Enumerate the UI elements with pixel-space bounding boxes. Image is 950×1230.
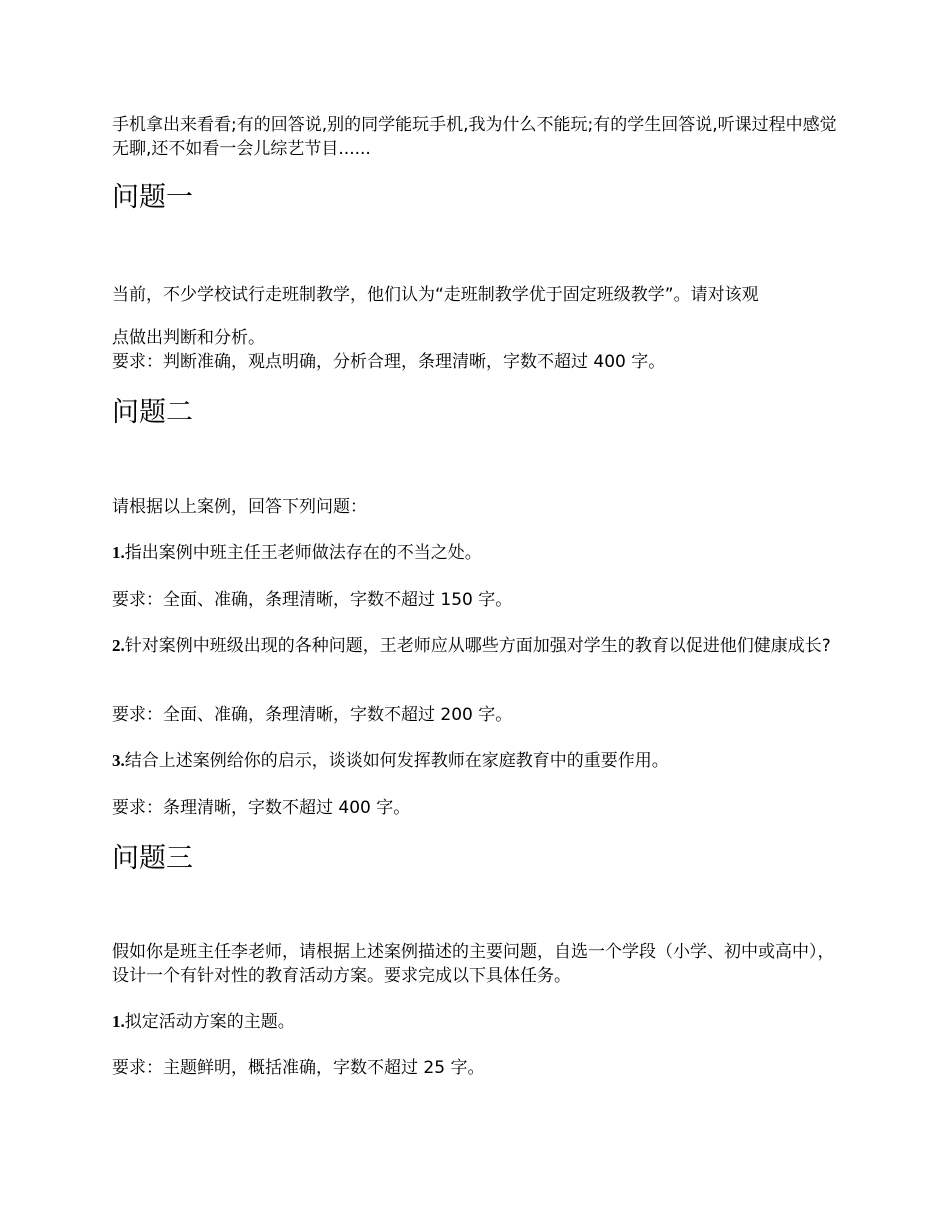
question-two-lead: 请根据以上案例，回答下列问题： bbox=[112, 497, 367, 517]
question-one-heading: 问题一 bbox=[112, 182, 193, 213]
question-one-prompt-line1: 当前，不少学校试行走班制教学，他们认为“走班制教学优于固定班级教学”。请对该观 bbox=[112, 285, 759, 305]
question-two-item-2-requirement: 要求：全面、准确，条理清晰，字数不超过 200 字。 bbox=[112, 705, 513, 725]
question-two-item-1 bbox=[112, 541, 840, 565]
question-three-item-1-requirement: 要求：主题鲜明，概括准确，字数不超过 25 字。 bbox=[112, 1058, 485, 1078]
question-two-item-1-requirement: 要求：全面、准确，条理清晰，字数不超过 150 字。 bbox=[112, 590, 513, 610]
item-number: 1. bbox=[112, 543, 125, 562]
intro-paragraph: 手机拿出来看看;有的回答说,别的同学能玩手机,我为什么不能玩;有的学生回答说,听课过程中感觉无聊,还不如看一会儿综艺节目...... bbox=[112, 115, 837, 159]
item-text: 针对案例中班级出现的各种问题，王老师应从哪些方面加强对学生的教育以促进他们健康成长? bbox=[124, 636, 831, 656]
question-one-requirement: 要求：判断准确，观点明确，分析合理，条理清晰，字数不超过 400 字。 bbox=[112, 352, 666, 372]
item-number: 2. bbox=[112, 636, 125, 655]
item-text: 拟定活动方案的主题。 bbox=[124, 1012, 295, 1032]
item-number: 1. bbox=[112, 1012, 125, 1031]
question-two-item-3-requirement: 要求：条理清晰，字数不超过 400 字。 bbox=[112, 798, 411, 818]
question-two-item-2 bbox=[112, 634, 840, 658]
item-number: 3. bbox=[112, 751, 125, 770]
question-two-item-3 bbox=[112, 749, 840, 773]
question-three-lead: 假如你是班主任李老师，请根据上述案例描述的主要问题，自选一个学段（小学、初中或高中），设计一个有针对性的教育活动方案。要求完成以下具体任务。 bbox=[112, 942, 835, 986]
item-text: 指出案例中班主任王老师做法存在的不当之处。 bbox=[124, 543, 482, 563]
question-two-heading: 问题二 bbox=[112, 397, 193, 428]
question-one-prompt-line2: 点做出判断和分析。 bbox=[112, 328, 265, 348]
question-three-heading: 问题三 bbox=[112, 843, 193, 874]
question-three-item-1 bbox=[112, 1010, 840, 1034]
item-text: 结合上述案例给你的启示，谈谈如何发挥教师在家庭教育中的重要作用。 bbox=[124, 751, 669, 771]
